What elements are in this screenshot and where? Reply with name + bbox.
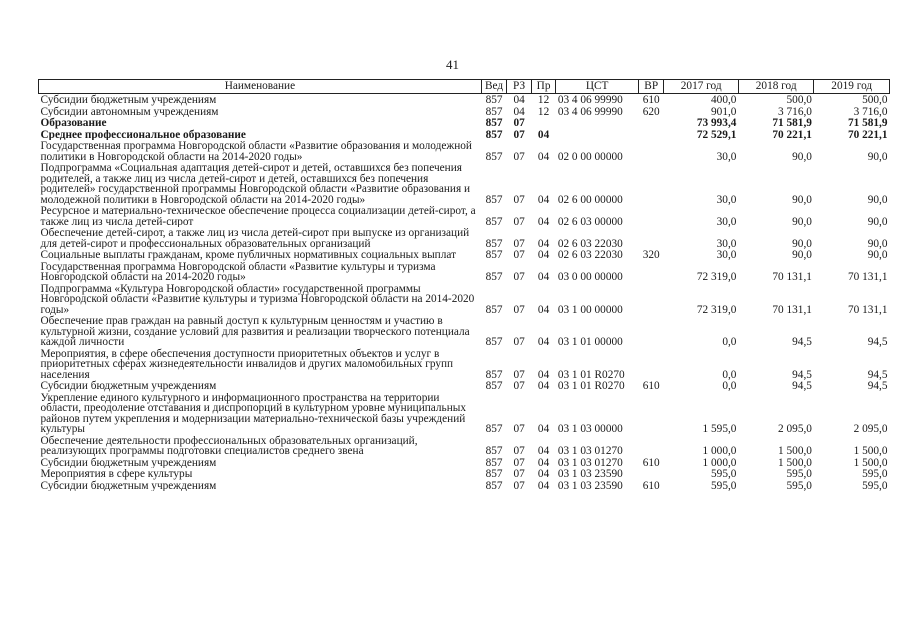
row-2017: 595,0 bbox=[711, 468, 737, 480]
row-pr: 04 bbox=[537, 215, 550, 227]
row-name: Субсидии бюджетным учреждениям bbox=[40, 380, 217, 392]
row-2019: 3 716,0 bbox=[853, 105, 888, 117]
row-ved: 857 bbox=[485, 117, 503, 129]
row-name: Подпрограмма «Социальная адаптация детей-сирот и детей, оставшихся без попечения родителей, а также лиц из числа детей-сирот и детей, оставшихся без попечения родителей» государственной программы Новгородской области «Развитие образования и молодежной политики в Новгородской области на 2014-2020 годы» bbox=[40, 162, 471, 205]
table-header-row bbox=[39, 80, 890, 94]
row-cst bbox=[556, 117, 639, 129]
row-vr: 620 bbox=[642, 105, 660, 117]
row-2018: 70 131,1 bbox=[772, 271, 812, 283]
table-row bbox=[39, 283, 890, 316]
row-2019: 94,5 bbox=[867, 368, 888, 380]
row-2018: 1 500,0 bbox=[778, 456, 812, 468]
table-row bbox=[39, 315, 890, 348]
row-2017: 901,0 bbox=[711, 105, 737, 117]
row-pr: 12 bbox=[537, 105, 550, 117]
row-cst bbox=[556, 129, 639, 141]
row-cst: 03 1 03 23590 bbox=[557, 479, 623, 491]
row-name: Субсидии бюджетным учреждениям bbox=[40, 479, 217, 491]
row-2017: 0,0 bbox=[722, 368, 737, 380]
row-cst: 03 1 03 01270 bbox=[557, 456, 623, 468]
row-pr: 04 bbox=[537, 368, 550, 380]
row-rz: 07 bbox=[513, 479, 525, 491]
row-vr bbox=[638, 348, 664, 381]
row-pr: 04 bbox=[537, 468, 550, 480]
row-rz: 07 bbox=[513, 445, 525, 457]
row-ved: 857 bbox=[485, 303, 503, 315]
row-rz: 07 bbox=[513, 368, 525, 380]
row-pr bbox=[531, 117, 555, 129]
row-rz: 07 bbox=[513, 237, 525, 249]
row-2018: 94,5 bbox=[792, 380, 812, 392]
row-pr: 04 bbox=[537, 237, 550, 249]
row-ved: 857 bbox=[485, 249, 503, 261]
row-pr: 04 bbox=[537, 336, 550, 348]
row-ved: 857 bbox=[485, 128, 503, 140]
table-row bbox=[39, 392, 890, 435]
row-rz: 07 bbox=[513, 380, 525, 392]
row-vr bbox=[638, 468, 664, 480]
row-pr: 04 bbox=[537, 271, 550, 283]
row-2019: 94,5 bbox=[867, 336, 888, 348]
row-2019: 70 131,1 bbox=[847, 271, 888, 283]
table-row bbox=[39, 457, 890, 469]
row-name: Подпрограмма «Культура Новгородской области» государственной программы Новгородской области «Развитие культуры и туризма Новгородской области на 2014-2020 годы» bbox=[40, 282, 475, 315]
row-vr: 320 bbox=[642, 249, 660, 261]
row-ved: 857 bbox=[485, 237, 503, 249]
row-rz: 07 bbox=[513, 423, 525, 435]
row-2017: 72 319,0 bbox=[696, 271, 737, 283]
row-pr: 04 bbox=[537, 128, 550, 140]
row-ved: 857 bbox=[485, 423, 503, 435]
row-pr: 12 bbox=[537, 94, 550, 106]
row-name: Обеспечение деятельности профессиональных образовательных организаций, реализующих программы подготовки специалистов среднего звена bbox=[40, 434, 418, 457]
row-pr: 04 bbox=[537, 456, 550, 468]
row-2018: 90,0 bbox=[792, 215, 812, 227]
row-2019: 90,0 bbox=[867, 249, 888, 261]
row-2019: 500,0 bbox=[862, 94, 888, 106]
table-row bbox=[39, 94, 890, 106]
row-2019: 1 500,0 bbox=[853, 456, 888, 468]
row-2019: 90,0 bbox=[867, 193, 888, 205]
row-ved: 857 bbox=[485, 105, 503, 117]
row-2019: 94,5 bbox=[867, 380, 888, 392]
row-vr bbox=[638, 140, 664, 162]
row-2018: 70 131,1 bbox=[772, 303, 812, 315]
row-rz: 07 bbox=[513, 150, 525, 162]
row-vr bbox=[638, 283, 664, 316]
row-name: Ресурсное и материально-техническое обеспечение процесса социализации детей-сирот, а также лиц из числа детей-сирот bbox=[40, 205, 476, 227]
row-ved: 857 bbox=[485, 368, 503, 380]
row-name: Мероприятия, в сфере обеспечения доступности приоритетных объектов и услуг в приоритетных сферах жизнедеятельности инвалидов и других маломобильных групп населения bbox=[40, 347, 454, 380]
row-vr bbox=[638, 435, 664, 457]
row-cst: 02 0 00 00000 bbox=[557, 150, 623, 162]
row-rz: 07 bbox=[513, 249, 525, 261]
row-ved: 857 bbox=[485, 380, 503, 392]
row-2017: 400,0 bbox=[711, 94, 737, 106]
row-2017: 1 000,0 bbox=[702, 445, 737, 457]
row-name: Государственная программа Новгородской области «Развитие культуры и туризма Новгородской области на 2014-2020 годы» bbox=[40, 260, 436, 283]
row-name: Среднее профессиональное образование bbox=[40, 128, 246, 140]
table-row bbox=[39, 140, 890, 162]
table-row bbox=[39, 435, 890, 457]
row-rz: 07 bbox=[513, 128, 525, 140]
row-rz: 07 bbox=[513, 271, 525, 283]
row-cst: 02 6 03 22030 bbox=[557, 249, 623, 261]
row-rz: 04 bbox=[513, 105, 525, 117]
table-row bbox=[39, 227, 890, 249]
row-2018: 70 221,1 bbox=[772, 128, 812, 140]
row-ved: 857 bbox=[485, 94, 503, 106]
row-2017: 1 000,0 bbox=[702, 456, 737, 468]
row-vr: 610 bbox=[642, 479, 660, 491]
row-2018: 71 581,9 bbox=[772, 117, 812, 129]
table-row bbox=[39, 380, 890, 392]
row-vr bbox=[638, 261, 664, 283]
header-ved: Вед bbox=[481, 80, 507, 94]
row-name: Укрепление единого культурного и информационного пространства на территории области, преодоление отставания и диспропорций в культурном уровне муниципальных районов путем укрепления и модернизации материально-технической базы учреждений культуры bbox=[40, 391, 466, 435]
row-2018: 90,0 bbox=[792, 193, 812, 205]
row-2017: 30,0 bbox=[716, 249, 737, 261]
row-name: Обеспечение детей-сирот, а также лиц из числа детей-сирот при выпуске из организаций для детей-сирот и профессиональных образовательных организаций bbox=[40, 227, 470, 249]
row-ved: 857 bbox=[485, 215, 503, 227]
row-cst: 03 4 06 99990 bbox=[557, 94, 623, 106]
row-cst: 03 1 03 01270 bbox=[557, 445, 623, 457]
page-number: 41 bbox=[446, 57, 459, 72]
header-2019: 2019 год bbox=[814, 80, 890, 94]
row-2019: 70 131,1 bbox=[847, 303, 888, 315]
row-2018: 595,0 bbox=[786, 479, 812, 491]
table-row bbox=[39, 162, 890, 205]
table-row bbox=[39, 205, 890, 227]
row-pr: 04 bbox=[537, 380, 550, 392]
row-vr: 610 bbox=[642, 456, 660, 468]
row-cst: 02 6 00 00000 bbox=[557, 193, 623, 205]
row-2019: 2 095,0 bbox=[853, 423, 888, 435]
row-ved: 857 bbox=[485, 336, 503, 348]
row-2019: 90,0 bbox=[867, 150, 888, 162]
row-2017: 73 993,4 bbox=[696, 117, 737, 129]
header-rz: РЗ bbox=[507, 80, 531, 94]
row-cst: 02 6 03 22030 bbox=[557, 237, 623, 249]
row-vr bbox=[638, 315, 664, 348]
row-2018: 94,5 bbox=[792, 336, 812, 348]
row-name: Государственная программа Новгородской области «Развитие образования и молодежной политики в Новгородской области на 2014-2020 годы» bbox=[40, 140, 472, 162]
table-row bbox=[39, 348, 890, 381]
row-name: Социальные выплаты гражданам, кроме публичных нормативных социальных выплат bbox=[40, 249, 457, 261]
row-2019: 1 500,0 bbox=[853, 445, 888, 457]
row-name: Образование bbox=[40, 117, 107, 129]
row-rz: 07 bbox=[513, 303, 525, 315]
row-rz: 07 bbox=[513, 336, 525, 348]
row-vr bbox=[638, 205, 664, 227]
row-rz: 07 bbox=[513, 456, 525, 468]
row-2018: 595,0 bbox=[786, 468, 812, 480]
header-2017: 2017 год bbox=[664, 80, 738, 94]
header-vr: ВР bbox=[638, 80, 664, 94]
row-rz: 07 bbox=[513, 193, 525, 205]
row-ved: 857 bbox=[485, 456, 503, 468]
row-2018: 90,0 bbox=[792, 237, 812, 249]
header-cst: ЦСТ bbox=[556, 80, 639, 94]
row-vr bbox=[638, 117, 664, 129]
table-row bbox=[39, 480, 890, 492]
row-rz: 04 bbox=[513, 94, 525, 106]
row-vr: 610 bbox=[642, 94, 660, 106]
row-cst: 03 0 00 00000 bbox=[557, 271, 623, 283]
row-2019: 71 581,9 bbox=[847, 117, 888, 129]
row-rz: 07 bbox=[513, 468, 525, 480]
table-row bbox=[39, 249, 890, 261]
row-pr: 04 bbox=[537, 249, 550, 261]
table-row bbox=[39, 106, 890, 118]
row-cst: 03 1 00 00000 bbox=[557, 303, 623, 315]
row-pr: 04 bbox=[537, 445, 550, 457]
row-cst: 03 1 03 00000 bbox=[557, 423, 623, 435]
table-row bbox=[39, 117, 890, 129]
row-cst: 03 1 01 00000 bbox=[557, 336, 623, 348]
table-row bbox=[39, 468, 890, 480]
row-rz: 07 bbox=[513, 117, 525, 129]
row-2018: 1 500,0 bbox=[778, 445, 812, 457]
row-2019: 70 221,1 bbox=[847, 128, 888, 140]
row-2018: 90,0 bbox=[792, 249, 812, 261]
row-vr bbox=[638, 129, 664, 141]
header-name: Наименование bbox=[39, 80, 482, 94]
row-cst: 03 1 01 R0270 bbox=[557, 380, 625, 392]
row-2018: 3 716,0 bbox=[778, 105, 812, 117]
row-vr bbox=[638, 392, 664, 435]
row-2017: 30,0 bbox=[716, 237, 737, 249]
row-2018: 500,0 bbox=[786, 94, 812, 106]
row-pr: 04 bbox=[537, 303, 550, 315]
header-pr: Пр bbox=[531, 80, 555, 94]
header-2018: 2018 год bbox=[738, 80, 814, 94]
row-rz: 07 bbox=[513, 215, 525, 227]
row-ved: 857 bbox=[485, 468, 503, 480]
table-body bbox=[39, 94, 890, 492]
row-2017: 30,0 bbox=[716, 150, 737, 162]
row-ved: 857 bbox=[485, 479, 503, 491]
row-cst: 03 4 06 99990 bbox=[557, 105, 623, 117]
row-vr bbox=[638, 227, 664, 249]
row-2017: 30,0 bbox=[716, 215, 737, 227]
row-2017: 0,0 bbox=[722, 336, 737, 348]
row-name: Субсидии бюджетным учреждениям bbox=[40, 456, 217, 468]
row-pr: 04 bbox=[537, 150, 550, 162]
row-2018: 2 095,0 bbox=[778, 423, 812, 435]
row-2017: 72 529,1 bbox=[696, 128, 737, 140]
row-ved: 857 bbox=[485, 150, 503, 162]
row-name: Субсидии автономным учреждениям bbox=[40, 105, 219, 117]
row-pr: 04 bbox=[537, 423, 550, 435]
row-ved: 857 bbox=[485, 193, 503, 205]
row-2019: 90,0 bbox=[867, 215, 888, 227]
row-2019: 595,0 bbox=[862, 468, 888, 480]
row-ved: 857 bbox=[485, 445, 503, 457]
row-2017: 72 319,0 bbox=[696, 303, 737, 315]
budget-table bbox=[38, 79, 890, 491]
row-ved: 857 bbox=[485, 271, 503, 283]
row-pr: 04 bbox=[537, 479, 550, 491]
row-2018: 94,5 bbox=[792, 368, 812, 380]
row-cst: 03 1 03 23590 bbox=[557, 468, 623, 480]
row-2017: 1 595,0 bbox=[702, 423, 737, 435]
row-2018: 90,0 bbox=[792, 150, 812, 162]
row-name: Мероприятия в сфере культуры bbox=[40, 468, 193, 480]
row-2017: 30,0 bbox=[716, 193, 737, 205]
row-2017: 0,0 bbox=[722, 380, 737, 392]
row-name: Обеспечение прав граждан на равный доступ к культурным ценностям и участию в культурной жизни, создание условий для развития и реализации творческого потенциала каждой личности bbox=[40, 315, 470, 348]
row-2017: 595,0 bbox=[711, 479, 737, 491]
row-vr bbox=[638, 162, 664, 205]
row-cst: 03 1 01 R0270 bbox=[557, 368, 625, 380]
table-row bbox=[39, 129, 890, 141]
row-name: Субсидии бюджетным учреждениям bbox=[40, 94, 217, 106]
table-row bbox=[39, 261, 890, 283]
row-cst: 02 6 03 00000 bbox=[557, 215, 623, 227]
row-2019: 595,0 bbox=[862, 479, 888, 491]
row-vr: 610 bbox=[642, 380, 660, 392]
row-pr: 04 bbox=[537, 193, 550, 205]
row-2019: 90,0 bbox=[867, 237, 888, 249]
